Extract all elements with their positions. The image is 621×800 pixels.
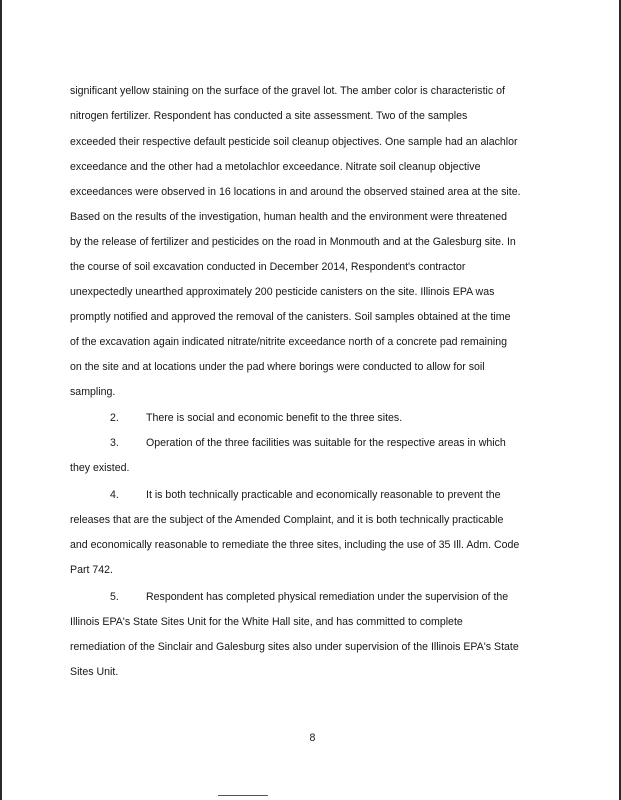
body-text-line: unexpectedly unearthed approximately 200 pesticide canisters on the site. Illinois EPA was xyxy=(70,286,495,298)
body-text-line: on the site and at locations under the pad where borings were conducted to allow for soil xyxy=(70,361,485,373)
item-text-continued: Illinois EPA's State Sites Unit for the White Hall site, and has committed to complete xyxy=(70,616,463,628)
body-text-line: exceeded their respective default pesticide soil cleanup objectives. One sample had an alachlor xyxy=(70,136,518,148)
item-number: 4. xyxy=(110,489,119,501)
item-text-continued: releases that are the subject of the Amended Complaint, and it is both technically practicable xyxy=(70,514,504,526)
body-text-line: of the excavation again indicated nitrate/nitrite exceedance north of a concrete pad remaining xyxy=(70,336,507,348)
body-text-line: Based on the results of the investigation, human health and the environment were threatened xyxy=(70,211,507,223)
body-text-line: exceedances were observed in 16 locations in and around the observed stained area at the site. xyxy=(70,186,521,198)
body-text-line: nitrogen fertilizer. Respondent has conducted a site assessment. Two of the samples xyxy=(70,110,468,122)
page-number: 8 xyxy=(309,732,316,744)
footer-rule xyxy=(218,795,268,796)
item-number: 3. xyxy=(110,437,119,449)
item-text-continued: and economically reasonable to remediate the three sites, including the use of 35 Ill. Adm. Code xyxy=(70,539,520,551)
item-text-continued: Part 742. xyxy=(70,564,113,576)
body-text-line: promptly notified and approved the removal of the canisters. Soil samples obtained at the time xyxy=(70,311,511,323)
body-text-line: significant yellow staining on the surface of the gravel lot. The amber color is characteristic of xyxy=(70,85,505,97)
item-number: 2. xyxy=(110,412,119,424)
item-text: Respondent has completed physical remediation under the supervision of the xyxy=(146,591,509,603)
item-text-continued: remediation of the Sinclair and Galesburg sites also under supervision of the Illinois EPA's State xyxy=(70,641,519,653)
body-text-line: the course of soil excavation conducted in December 2014, Respondent's contractor xyxy=(70,261,466,273)
body-text-line: sampling. xyxy=(70,386,116,398)
item-number: 5. xyxy=(110,591,119,603)
item-text-continued: they existed. xyxy=(70,462,130,474)
body-text-line: by the release of fertilizer and pesticides on the road in Monmouth and at the Galesburg site. In xyxy=(70,236,516,248)
item-text: There is social and economic benefit to the three sites. xyxy=(146,412,403,424)
body-text-line: exceedance and the other had a metolachlor exceedance. Nitrate soil cleanup objective xyxy=(70,161,481,173)
item-text: Operation of the three facilities was suitable for the respective areas in which xyxy=(146,437,506,449)
item-text: It is both technically practicable and economically reasonable to prevent the xyxy=(146,489,501,501)
item-text-continued: Sites Unit. xyxy=(70,666,119,678)
